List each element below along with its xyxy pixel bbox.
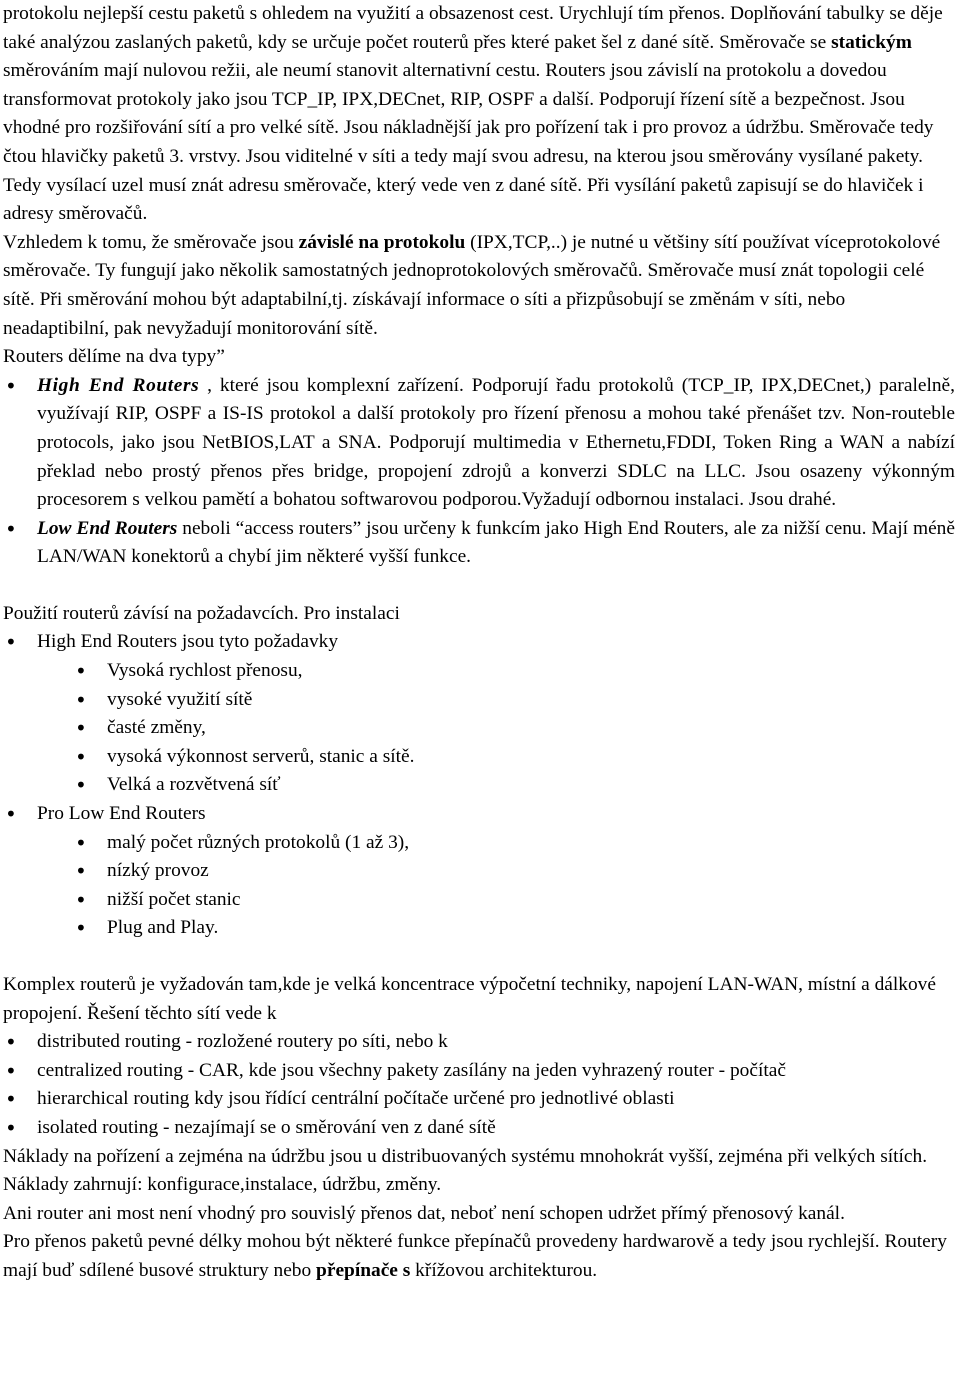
paragraph-protocol-dependence: Vzhledem k tomu, že směrovače jsou závislé na protokolu (IPX,TCP,..) je nutné u většiny sítí používat víceprotokolové směrovače. Ty fungují jako několik samostatných jednoprotokolových směrovačů. Směrovače musí znát topologii celé sítě. Při směrování mohou být adaptabilní,tj. získávají informace o síti a přizpůsobují se změnám v síti, nebo neadaptibilní, pak nevyžadují monitorování sítě. xyxy=(3,231,941,339)
bold-prepinace: přepínače s xyxy=(316,1259,411,1281)
list-item: • nízký provoz xyxy=(3,857,955,886)
bold-staticky: statickým xyxy=(831,31,912,53)
paragraph-costs: Náklady na pořízení a zejména na údržbu jsou u distribuovaných systému mnohokrát vyšší, zejména při velkých sítích. Náklady zahrnují: konfigurace,instalace, údržbu, změny. xyxy=(3,1145,928,1196)
bold-zavisle-na-protokolu: závislé na protokolu xyxy=(298,231,466,253)
high-end-requirements xyxy=(3,657,955,800)
list-item: • centralized routing - CAR, kde jsou všechny pakety zasílány na jeden vyhrazený router - počítač xyxy=(3,1057,955,1086)
term-high-end-routers: High End Routers xyxy=(37,374,200,396)
list-item: • High End Routers jsou tyto požadavky • Vysoká rychlost přenosu, • vysoké využití sítě • časté změny, • vysoká výkonnost serverů, stanic a sítě. • Velká a rozvětvená síť xyxy=(3,628,955,800)
paragraph-switches: Pro přenos paketů pevné délky mohou být některé funkce přepínačů provedeny hardwarově a tedy jsou rychlejší. Routery mají buď sdílené busové struktury nebo přepínače s křížovou architekturou. xyxy=(3,1231,947,1281)
paragraph-router-bridge: Ani router ani most není vhodný pro souvislý přenos dat, neboť není schopen udržet přímý přenosový kanál. xyxy=(3,1202,845,1224)
paragraph-requirements-intro: Použití routerů závísí na požadavcích. Pro instalaci xyxy=(3,602,400,624)
router-types-list xyxy=(3,372,955,572)
list-item: • vysoké využití sítě xyxy=(3,686,955,715)
paragraph-routing-tables: protokolu nejlepší cestu paketů s ohledem na využití a obsazenost cest. Urychlují tím přenos. Doplňování tabulky se děje také analýzou zaslaných paketů, kdy se určuje počet routerů přes které paket šel z dané sítě. Směrovače se statickým směrováním mají nulovou režii, ale neumí stanovit alternativní cestu. Routers jsou závislí na protokolu a dovedou transformovat protokoly jako jsou TCP_IP, IPX,DECnet, RIP, OSPF a další. Podporují řízení sítě a bezpečnost. Jsou vhodné pro rozšiřování sítí a pro velké sítě. Jsou nákladnější jak pro pořízení tak i pro provoz a údržbu. Směrovače tedy čtou hlavičky paketů 3. vrstvy. Jsou viditelné v síti a tedy mají svou adresu, na kterou jsou směrovány vysílané pakety. Tedy vysílací uzel musí znát adresu směrovače, který vede ven z dané sítě. Při vysílání paketů zapisují se do hlaviček i adresy směrovačů. xyxy=(3,3,943,225)
list-item: • High End Routers , které jsou komplexní zařízení. Podporují řadu protokolů (TCP_IP, IPX,DECnet,) paralelně, využívají RIP, OSPF a IS-IS protokol a další protokoly pro řízení přenosu a mohou také přenášet tzv. Non-routeble protocols, jako jsou NetBIOS,LAT a SNA. Podporují multimedia v Ethernetu,FDDI, Token Ring a WAN a nabízí překlad nebo prostý přenos přes bridge, propojení zdrojů a konverzi SDLC na LLC. Jsou osazeny výkonným procesorem s velkou pamětí a bohatou softwarovou podporou.Vyžadují odbornou instalaci. Jsou drahé. xyxy=(3,372,955,515)
term-low-end-routers: Low End Routers xyxy=(37,517,178,539)
routing-types-list xyxy=(3,1028,955,1142)
spacer xyxy=(3,943,955,971)
list-item: • malý počet různých protokolů (1 až 3), xyxy=(3,829,955,858)
requirements-list xyxy=(3,628,955,943)
list-item: • Plug and Play. xyxy=(3,914,955,943)
list-item: • Low End Routers neboli “access routers” jsou určeny k funkcím jako High End Routers, ale za nižší cenu. Mají méně LAN/WAN konektorů a chybí jim některé vyšší funkce. xyxy=(3,515,955,572)
list-item: • hierarchical routing kdy jsou řídící centrální počítače určené pro jednotlivé oblasti xyxy=(3,1085,955,1114)
list-item: • distributed routing - rozložené routery po síti, nebo k xyxy=(3,1028,955,1057)
low-end-requirements xyxy=(3,829,955,943)
list-item: • Vysoká rychlost přenosu, xyxy=(3,657,955,686)
list-item: • vysoká výkonnost serverů, stanic a sítě. xyxy=(3,743,955,772)
spacer xyxy=(3,572,955,600)
paragraph-complex-routers: Komplex routerů je vyžadován tam,kde je velká koncentrace výpočetní techniky, napojení LAN-WAN, místní a dálkové propojení. Řešení těchto sítí vede k xyxy=(3,974,936,1024)
list-item: • Velká a rozvětvená síť xyxy=(3,771,955,800)
list-item: • Pro Low End Routers • malý počet různých protokolů (1 až 3), • nízký provoz • nižší počet stanic • Plug and Play. xyxy=(3,800,955,943)
list-item: • isolated routing - nezajímají se o směrování ven z dané sítě xyxy=(3,1114,955,1143)
list-item: • časté změny, xyxy=(3,714,955,743)
paragraph-router-types-intro: Routers dělíme na dva typy” xyxy=(3,346,225,368)
list-item: • nižší počet stanic xyxy=(3,886,955,915)
